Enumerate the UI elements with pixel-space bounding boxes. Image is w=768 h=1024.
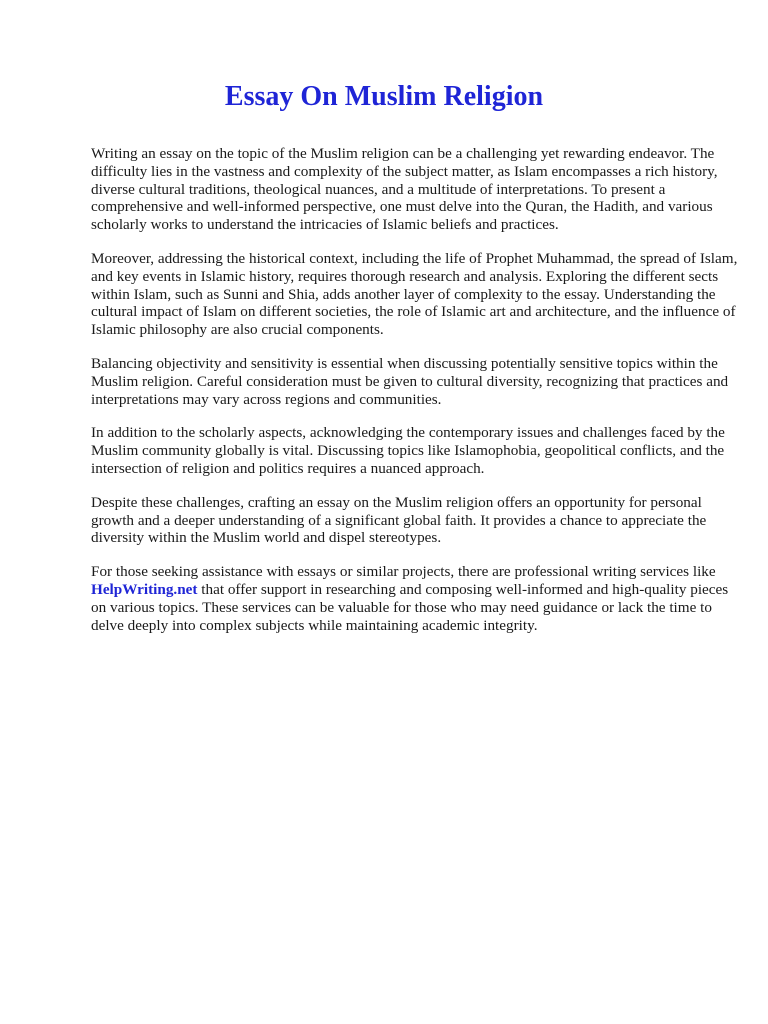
paragraph-5: Despite these challenges, crafting an essay on the Muslim religion offers an opportunity for personal growth and a deeper understanding of a significant global faith. It provides a chance to appreciate the diversity within the Muslim world and dispel stereotypes. [91,493,707,547]
paragraph-6-before-link: For those seeking assistance with essays or similar projects, there are professional writing services like [91,563,716,581]
paragraph-3: Balancing objectivity and sensitivity is essential when discussing potentially sensitive topics within the Muslim religion. Careful consideration must be given to cultural diversity, recognizing that practices and interpretations may vary across regions and communities. [91,354,729,408]
paragraph-6-after-link: that offer support in researching and composing well-informed and high-quality pieces on various topics. These services can be valuable for those who may need guidance or lack the time to delve deeply into complex subjects while maintaining academic integrity. [91,580,729,634]
paragraph-6 [91,563,741,634]
paragraph-1: Writing an essay on the topic of the Muslim religion can be a challenging yet rewarding endeavor. The difficulty lies in the vastness and complexity of the subject matter, as Islam encompasses a rich history, diverse cultural traditions, theological nuances, and a multitude of interpretations. To present a comprehensive and well-informed perspective, one must delve into the Quran, the Hadith, and various scholarly works to understand the intricacies of Islamic beliefs and practices. [91,145,718,234]
document-body [91,145,741,650]
paragraph-2: Moreover, addressing the historical context, including the life of Prophet Muhammad, the spread of Islam, and key events in Islamic history, requires thorough research and analysis. Exploring the different sects within Islam, such as Sunni and Shia, adds another layer of complexity to the essay. Understanding the cultural impact of Islam on different societies, the role of Islamic art and architecture, and the influence of Islamic philosophy are also crucial components. [91,249,738,339]
paragraph-4: In addition to the scholarly aspects, acknowledging the contemporary issues and challenges faced by the Muslim community globally is vital. Discussing topics like Islamophobia, geopolitical conflicts, and the intersection of religion and politics requires a nuanced approach. [91,424,725,477]
helpwriting-link[interactable]: HelpWriting.net [91,580,198,598]
document-title: Essay On Muslim Religion [224,81,544,112]
